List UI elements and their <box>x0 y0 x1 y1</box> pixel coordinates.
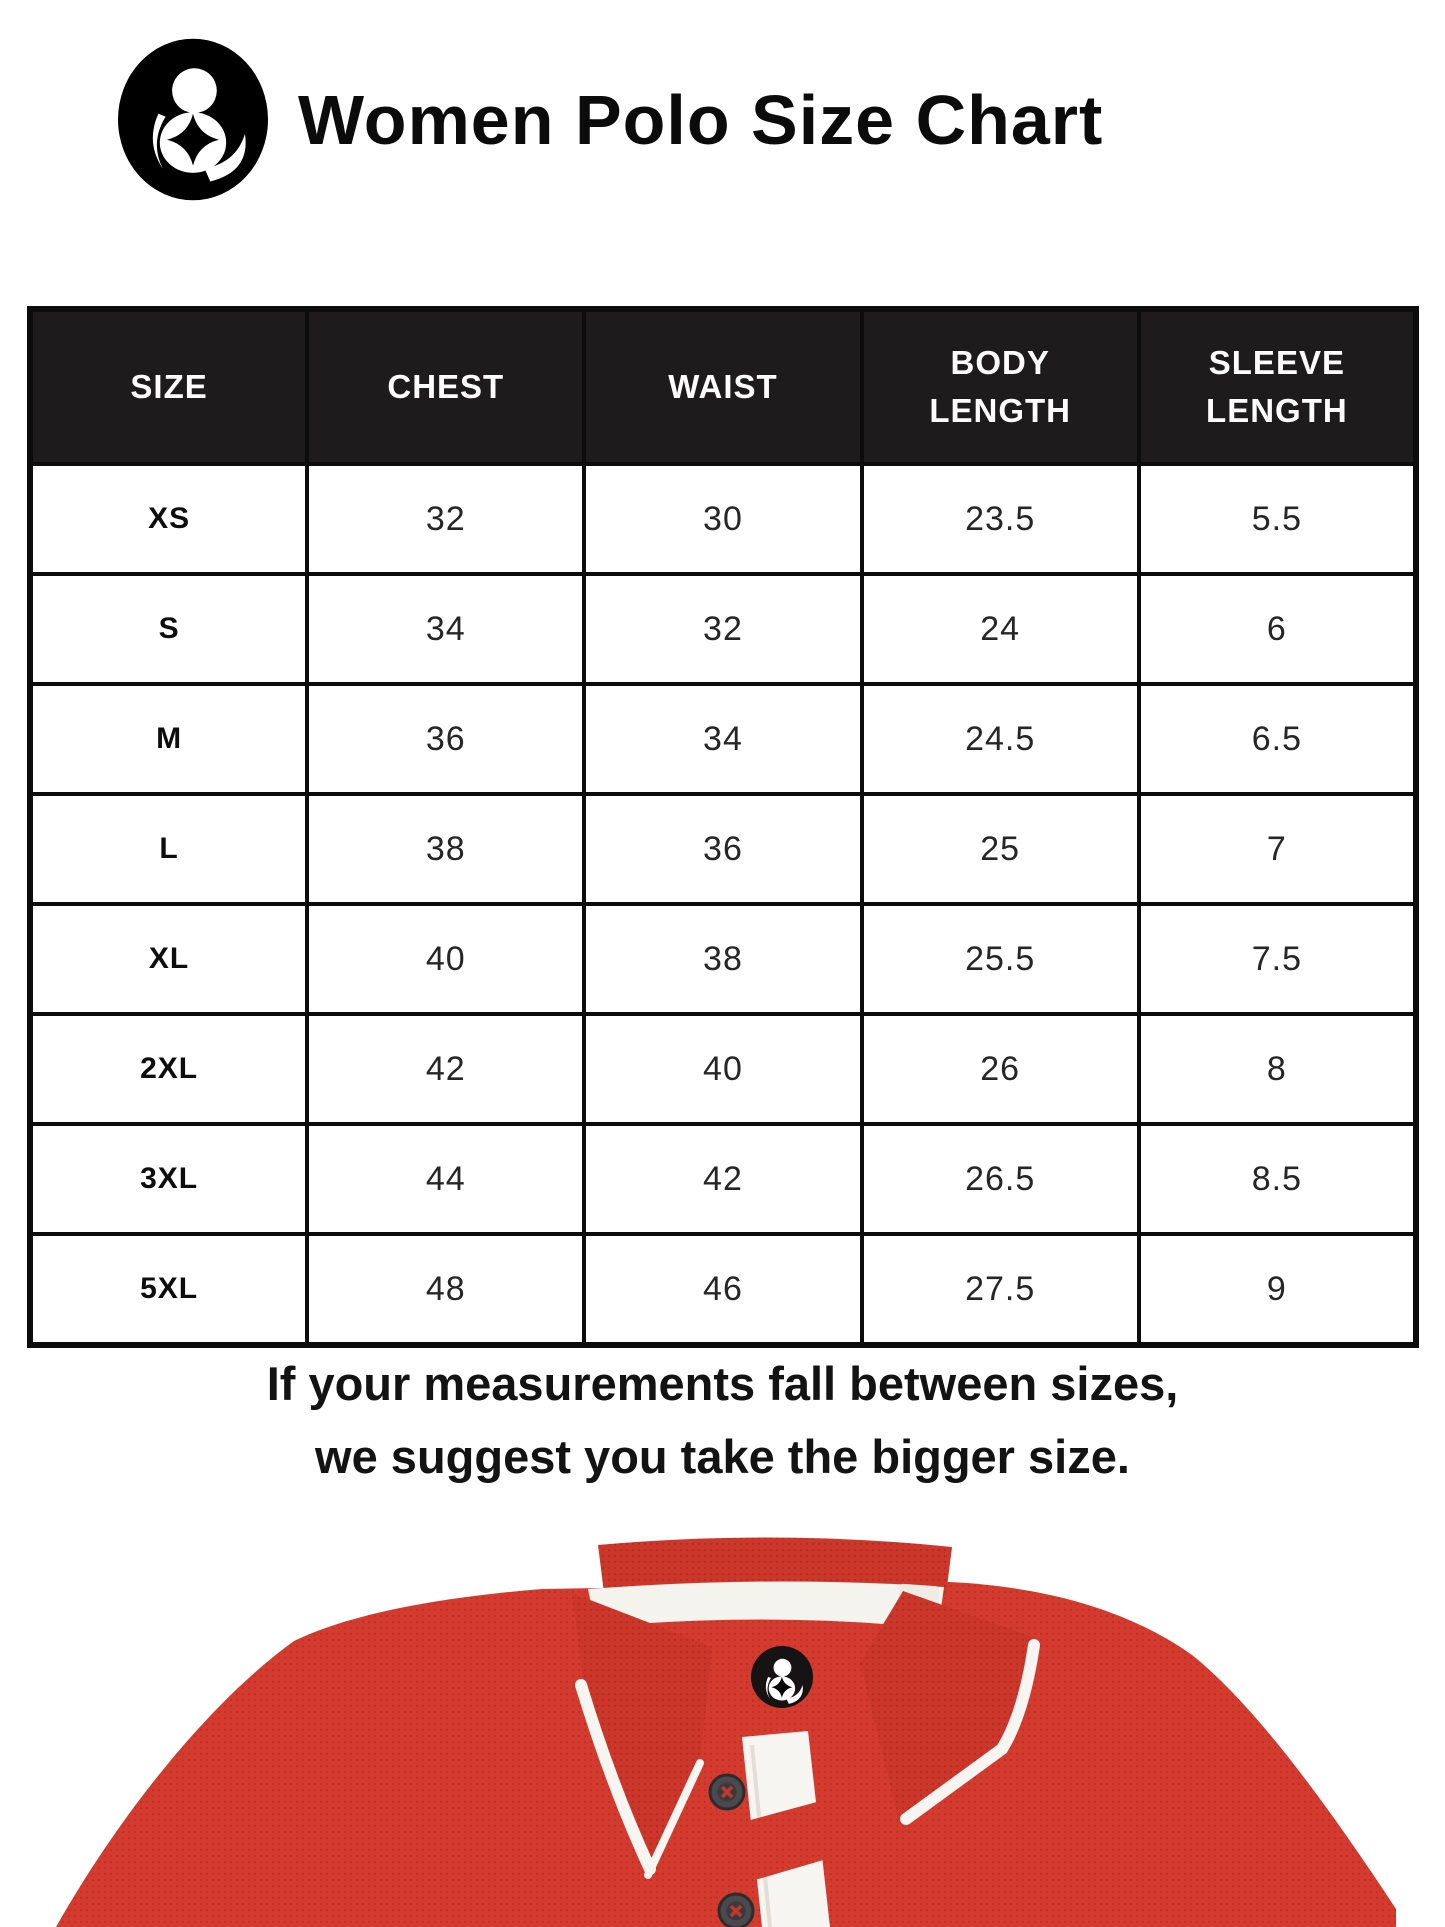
chest-cell: 42 <box>307 1014 584 1124</box>
size-chart-table-wrap <box>27 306 1419 1348</box>
mother-baby-logo-icon <box>118 38 268 201</box>
sleeve-length-cell: 8 <box>1139 1014 1416 1124</box>
waist-cell: 30 <box>584 464 861 574</box>
polo-shirt-photo <box>0 1535 1445 1927</box>
body-length-cell: 24 <box>862 574 1139 684</box>
body-length-cell: 26 <box>862 1014 1139 1124</box>
sizing-note-line1: If your measurements fall between sizes, <box>266 1357 1179 1410</box>
table-row-l <box>30 794 1416 904</box>
size-cell: 5XL <box>30 1234 307 1345</box>
size-cell: 3XL <box>30 1124 307 1234</box>
page-title: Women Polo Size Chart <box>298 80 1104 159</box>
brand-header <box>118 38 1103 201</box>
size-chart-table <box>27 306 1419 1348</box>
table-row-5xl <box>30 1234 1416 1345</box>
chest-cell: 32 <box>307 464 584 574</box>
table-row-2xl <box>30 1014 1416 1124</box>
waist-cell: 32 <box>584 574 861 684</box>
size-cell: XL <box>30 904 307 1014</box>
column-header-size: SIZE <box>30 309 307 464</box>
polo-button-top <box>710 1775 744 1809</box>
body-length-cell: 23.5 <box>862 464 1139 574</box>
body-length-cell: 26.5 <box>862 1124 1139 1234</box>
waist-cell: 36 <box>584 794 861 904</box>
size-cell: 2XL <box>30 1014 307 1124</box>
waist-cell: 42 <box>584 1124 861 1234</box>
size-cell: L <box>30 794 307 904</box>
column-header-chest: CHEST <box>307 309 584 464</box>
column-header-sleeve-length: SLEEVE LENGTH <box>1139 309 1416 464</box>
chest-cell: 34 <box>307 574 584 684</box>
chest-cell: 38 <box>307 794 584 904</box>
sleeve-length-cell: 9 <box>1139 1234 1416 1345</box>
size-cell: XS <box>30 464 307 574</box>
chest-cell: 40 <box>307 904 584 1014</box>
sleeve-length-cell: 7.5 <box>1139 904 1416 1014</box>
waist-cell: 40 <box>584 1014 861 1124</box>
sizing-note-line2: we suggest you take the bigger size. <box>315 1429 1130 1483</box>
sleeve-length-cell: 6.5 <box>1139 684 1416 794</box>
chest-cell: 48 <box>307 1234 584 1345</box>
chest-cell: 36 <box>307 684 584 794</box>
header-row <box>30 309 1416 464</box>
sleeve-length-cell: 5.5 <box>1139 464 1416 574</box>
column-header-body-length: BODY LENGTH <box>862 309 1139 464</box>
body-length-cell: 27.5 <box>862 1234 1139 1345</box>
table-row-3xl <box>30 1124 1416 1234</box>
brand-tag <box>751 1646 813 1708</box>
table-row-xs <box>30 464 1416 574</box>
body-length-cell: 25.5 <box>862 904 1139 1014</box>
sleeve-length-cell: 6 <box>1139 574 1416 684</box>
table-row-m <box>30 684 1416 794</box>
column-header-waist: WAIST <box>584 309 861 464</box>
waist-cell: 38 <box>584 904 861 1014</box>
body-length-cell: 24.5 <box>862 684 1139 794</box>
waist-cell: 46 <box>584 1234 861 1345</box>
body-length-cell: 25 <box>862 794 1139 904</box>
table-row-s <box>30 574 1416 684</box>
size-cell: M <box>30 684 307 794</box>
sizing-note <box>0 1348 1445 1494</box>
waist-cell: 34 <box>584 684 861 794</box>
polo-button-bottom <box>719 1894 753 1927</box>
sleeve-length-cell: 7 <box>1139 794 1416 904</box>
table-row-xl <box>30 904 1416 1014</box>
chest-cell: 44 <box>307 1124 584 1234</box>
size-cell: S <box>30 574 307 684</box>
sleeve-length-cell: 8.5 <box>1139 1124 1416 1234</box>
